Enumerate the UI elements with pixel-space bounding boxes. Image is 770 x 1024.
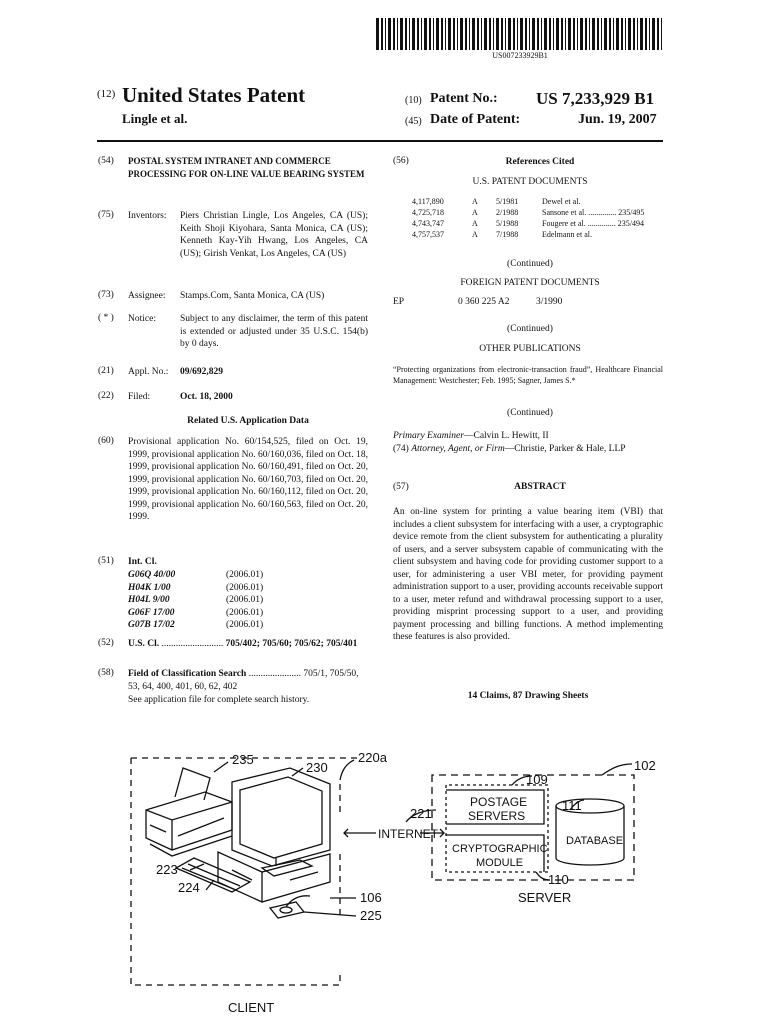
barcode-bar: [385, 18, 386, 50]
us-doc-number: 4,757,537: [412, 230, 444, 239]
barcode-bar: [580, 18, 583, 50]
barcode-bar: [556, 18, 559, 50]
intcl-class: G06Q 40/00: [128, 570, 176, 580]
barcode-bar: [388, 18, 391, 50]
us-doc-name: Edelmann et al.: [542, 230, 592, 239]
field-note: See application file for complete search history.: [128, 695, 310, 705]
intcl-row: [128, 582, 328, 595]
us-doc-row: [412, 196, 672, 207]
barcode-bar: [661, 18, 662, 50]
field-dots: ......................: [248, 669, 301, 679]
barcode-bar: [529, 18, 530, 50]
database-label: DATABASE: [566, 835, 624, 847]
assignee-text: Stamps.Com, Santa Monica, CA (US): [180, 291, 325, 301]
label-111: 111: [562, 798, 582, 813]
barcode-bar: [628, 18, 631, 50]
inventors-text: Piers Christian Lingle, Los Angeles, CA (US); Keith Shoji Kiyohara, Santa Monica, CA (US); Kenneth Kay-Yih Hwang, Los Angeles, CA (US); Girish Venkat, Los Angeles, CA (US): [180, 211, 368, 259]
document-number: US007233929B1: [492, 51, 548, 60]
appl-value: 09/692,829: [180, 367, 224, 377]
barcode-bar: [640, 18, 643, 50]
us-doc-date: 5/1981: [496, 197, 519, 206]
intcl-code: (51): [98, 556, 114, 566]
client-label: CLIENT: [228, 1000, 275, 1015]
crypto-module-label-1: CRYPTOGRAPHIC: [452, 843, 548, 855]
us-docs-heading: U.S. PATENT DOCUMENTS: [472, 177, 588, 187]
internet-label: INTERNET: [378, 827, 438, 841]
barcode-bar: [585, 18, 587, 50]
printer-icon: [146, 768, 232, 856]
barcode-bar: [412, 18, 415, 50]
examiner-name: —Calvin L. Hewitt, II: [463, 431, 549, 441]
continued-label: (Continued): [507, 259, 553, 269]
notice-text: Subject to any disclaimer, the term of this patent is extended or adjusted under 35 U.S.C. 154(b) by 0 days.: [180, 314, 368, 349]
barcode-bar: [517, 18, 518, 50]
barcode-bar: [616, 18, 619, 50]
inventor-short: Lingle et al.: [122, 111, 188, 126]
barcode-bar: [553, 18, 554, 50]
filed-value: Oct. 18, 2000: [180, 392, 233, 402]
patent-no-label: Patent No.:: [430, 91, 498, 106]
barcode-bar: [481, 18, 482, 50]
label-223: 223: [156, 862, 178, 877]
barcode-bar: [448, 18, 451, 50]
barcode-bar: [433, 18, 434, 50]
barcode-bar: [505, 18, 506, 50]
abstract-heading: ABSTRACT: [514, 482, 566, 492]
patent-no-value: US 7,233,929 B1: [536, 89, 655, 108]
label-235: 235: [232, 752, 254, 767]
continued-label: (Continued): [507, 408, 553, 418]
us-doc-row: [412, 229, 672, 240]
label-102: 102: [634, 758, 656, 773]
barcode-bar: [597, 18, 599, 50]
us-doc-kind: A: [472, 230, 478, 239]
barcode-bar: [592, 18, 595, 50]
barcode-bar: [657, 18, 659, 50]
type-code: (12): [97, 88, 116, 100]
barcode-bar: [376, 18, 379, 50]
intcl-class: G06F 17/00: [128, 607, 175, 618]
barcode-bar: [541, 18, 542, 50]
monitor-icon: [232, 768, 330, 876]
intcl-class: H04K 1/00: [128, 582, 171, 593]
barcode-bar: [604, 18, 607, 50]
barcode-bar: [589, 18, 590, 50]
barcode-bar: [520, 18, 523, 50]
intcl-class: G07B 17/02: [128, 620, 175, 630]
barcode-bar: [544, 18, 547, 50]
barcode-bar: [621, 18, 623, 50]
barcode-bar: [424, 18, 427, 50]
barcode-bar: [436, 18, 439, 50]
barcode-bar: [549, 18, 551, 50]
intcl-year: (2006.01): [226, 607, 264, 618]
barcode-bar: [537, 18, 539, 50]
inventors-label: Inventors:: [128, 211, 167, 221]
foreign-docs-heading: FOREIGN PATENT DOCUMENTS: [460, 278, 600, 288]
filed-label: Filed:: [128, 392, 151, 402]
refs-code: (56): [393, 156, 409, 166]
inventors-code: (75): [98, 210, 114, 220]
abstract-code: (57): [393, 482, 409, 492]
barcode-bar: [397, 18, 398, 50]
barcode-bar: [565, 18, 566, 50]
figure: [0, 740, 770, 1024]
barcode-bar: [513, 18, 515, 50]
patent-no-code: (10): [405, 95, 422, 106]
barcode-bar: [441, 18, 443, 50]
appl-label: Appl. No.:: [128, 367, 169, 377]
foreign-number: 0 360 225 A2: [458, 297, 510, 307]
attorney-label: Attorney, Agent, or Firm: [411, 444, 505, 454]
notice-code: ( * ): [98, 313, 114, 323]
barcode-bar: [645, 18, 647, 50]
barcode-bar: [460, 18, 463, 50]
uscl-label: U.S. Cl.: [128, 639, 160, 649]
intcl-year: (2006.01): [226, 620, 264, 630]
barcode-bar: [417, 18, 419, 50]
attorney-name: —Christie, Parker & Hale, LLP: [504, 444, 626, 454]
barcode-bar: [573, 18, 575, 50]
date-label: Date of Patent:: [430, 112, 521, 127]
attorney-code: (74): [393, 444, 409, 454]
computer-base-icon: [218, 852, 330, 902]
label-110: 110: [548, 872, 569, 887]
related-heading: Related U.S. Application Data: [187, 416, 309, 426]
us-doc-date: 2/1988: [496, 208, 519, 217]
barcode-bar: [493, 18, 494, 50]
postage-servers-label-2: SERVERS: [468, 809, 526, 823]
appl-code: (21): [98, 366, 114, 376]
barcode-bar: [409, 18, 410, 50]
intcl-year: (2006.01): [226, 595, 264, 605]
foreign-country: EP: [393, 297, 405, 307]
barcode-bar: [489, 18, 491, 50]
barcode-bar: [568, 18, 571, 50]
other-publications-heading: OTHER PUBLICATIONS: [479, 344, 581, 354]
us-doc-number: 4,743,747: [412, 219, 444, 228]
intcl-label: Int. Cl.: [128, 557, 157, 567]
label-225: 225: [360, 908, 382, 923]
continued-label: (Continued): [507, 324, 553, 334]
barcode-bar: [577, 18, 578, 50]
date-value: Jun. 19, 2007: [578, 112, 657, 127]
header-rule: [97, 140, 663, 142]
intcl-row: [128, 619, 328, 632]
intcl-year: (2006.01): [226, 582, 264, 593]
postage-servers-label-1: POSTAGE: [470, 795, 528, 809]
label-109: 109: [526, 772, 548, 787]
abstract-text: An on-line system for printing a value bearing item (VBI) that includes a client subsystem for interfacing with a user, a cryptographic device remote from the client subsystem for authenticating a plurality of users, and a server subsystem capable of communicating with the client subsystem and having code for providing customer support to a user, for administering a user VBI meter, for providing payment administration support to a user, providing accounts receivable support to a user, meter refund and withdrawal processing support to a user, providing misprint processing support to a user, and providing payment processing and billing functions. A method implementing these features is also provided.: [393, 507, 663, 642]
barcode-bar: [637, 18, 638, 50]
us-doc-kind: A: [472, 219, 478, 228]
uscl-code: (52): [98, 638, 114, 648]
us-doc-row: [412, 218, 672, 229]
intcl-year: (2006.01): [226, 570, 264, 580]
barcode-bar: [633, 18, 635, 50]
filed-code: (22): [98, 391, 114, 401]
barcode-bar: [393, 18, 395, 50]
barcode-bar: [625, 18, 626, 50]
field-line: [128, 668, 368, 693]
field-label: Field of Classification Search: [128, 669, 247, 679]
refs-heading: References Cited: [505, 157, 575, 167]
label-224: 224: [178, 880, 200, 895]
barcode-bar: [601, 18, 602, 50]
intcl-class: H04L 9/00: [128, 595, 170, 605]
barcode-bar: [405, 18, 407, 50]
server-label: SERVER: [518, 890, 572, 905]
us-doc-date: 7/1988: [496, 230, 519, 239]
notice-label: Notice:: [128, 314, 156, 324]
us-doc-name: Sansone et al. .............. 235/495: [542, 208, 645, 217]
invention-title: POSTAL SYSTEM INTRANET AND COMMERCE PROCESSING FOR ON-LINE VALUE BEARING SYSTEM: [128, 156, 365, 179]
provisional-text: Provisional application No. 60/154,525, filed on Oct. 19, 1999, provisional application No. 60/160,036, filed on Oct. 18, 1999, provisional application No. 60/160,491, filed on Oct. 20, 1999, provisional application No. 60/160,703, filed on Oct. 20, 1999, provisional application No. 60/160,112, filed on Oct. 20, 1999, provisional application No. 60/160,563, filed on Oct. 20, 1999.: [128, 437, 368, 522]
date-code: (45): [405, 116, 422, 127]
us-doc-row: [412, 207, 672, 218]
label-230: 230: [306, 760, 328, 775]
barcode-bar: [469, 18, 470, 50]
us-doc-name: Dewel et al.: [542, 197, 581, 206]
us-doc-name: Fougere et al. .............. 235/494: [542, 219, 644, 228]
provisional-code: (60): [98, 436, 114, 446]
assignee-label: Assignee:: [128, 291, 166, 301]
foreign-date: 3/1990: [536, 297, 563, 307]
field-code: (58): [98, 668, 114, 678]
barcode-bar: [532, 18, 535, 50]
label-106: 106: [360, 890, 382, 905]
attorney-line: [393, 443, 665, 456]
barcode-bar: [381, 18, 383, 50]
us-doc-number: 4,117,890: [412, 197, 444, 206]
other-publications-text: “Protecting organizations from electronic-transaction fraud”, Healthcare Financial Management: Westchester; Feb. 1995; Sagner, James S.*: [393, 365, 663, 385]
uscl-dots: ..........................: [161, 639, 224, 649]
barcode-bar: [472, 18, 475, 50]
uscl-line: [128, 638, 368, 651]
barcode-bar: [400, 18, 403, 50]
barcode-bar: [649, 18, 650, 50]
assignee-code: (73): [98, 290, 114, 300]
intcl-list: [128, 569, 328, 632]
examiner-line: [393, 430, 665, 443]
us-doc-date: 5/1988: [496, 219, 519, 228]
barcode-bar: [477, 18, 479, 50]
examiner-label: Primary Examiner: [393, 431, 464, 441]
intcl-row: [128, 607, 328, 620]
barcode-bar: [445, 18, 446, 50]
barcode-bar: [453, 18, 455, 50]
barcode-bar: [429, 18, 431, 50]
field-value: 705/1, 705/50, 53, 64, 400, 401, 60, 62, 402: [128, 669, 359, 692]
label-220a: 220a: [358, 750, 387, 765]
us-doc-kind: A: [472, 197, 478, 206]
barcode-bar: [501, 18, 503, 50]
barcode-bar: [561, 18, 563, 50]
claims-line: 14 Claims, 87 Drawing Sheets: [467, 691, 589, 701]
intcl-row: [128, 594, 328, 607]
us-doc-kind: A: [472, 208, 478, 217]
barcode-bar: [496, 18, 499, 50]
barcode-bar: [465, 18, 467, 50]
title-code: (54): [98, 156, 114, 166]
barcode: [376, 18, 666, 50]
mouse-icon: [270, 896, 310, 918]
barcode-bar: [457, 18, 458, 50]
barcode-bar: [484, 18, 487, 50]
label-221: 221: [410, 806, 432, 821]
barcode-bar: [525, 18, 527, 50]
patent-title: United States Patent: [122, 83, 306, 107]
barcode-bar: [652, 18, 655, 50]
us-doc-number: 4,725,718: [412, 208, 444, 217]
barcode-bar: [613, 18, 614, 50]
barcode-bar: [508, 18, 511, 50]
crypto-module-label-2: MODULE: [476, 857, 524, 869]
barcode-bar: [421, 18, 422, 50]
barcode-bar: [609, 18, 611, 50]
uscl-value: 705/402; 705/60; 705/62; 705/401: [225, 639, 358, 649]
us-docs-list: [412, 196, 672, 240]
intcl-row: [128, 569, 328, 582]
